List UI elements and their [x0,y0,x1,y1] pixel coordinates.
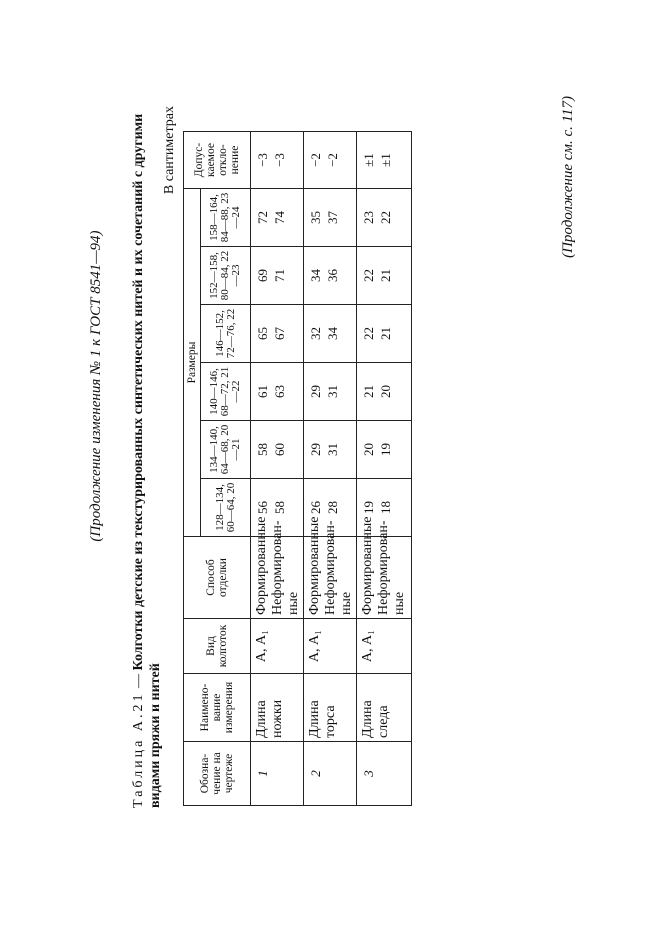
tolerance: −2 [308,153,323,167]
value: 19 [378,443,393,456]
value: 71 [272,269,287,282]
table-title: Колготки детские из текстурированных синтетических нитей и их сочетаний с другими видами пряжи и нитей [131,113,163,808]
value: 20 [361,443,376,456]
size-header: 134—140, 64—68, 20—21 [201,421,251,479]
value: 21 [378,269,393,282]
header-kind: Вид колготок [184,619,251,674]
value: 22 [361,269,376,282]
value: 21 [361,385,376,398]
value: 31 [325,385,340,398]
value: 69 [255,269,270,282]
value-cell [304,421,357,479]
table-caption [130,108,164,808]
kind-cell: А, А₁ [304,619,357,674]
value: 34 [308,269,323,282]
table-row [304,132,357,806]
value-cell [304,305,357,363]
value: 28 [325,501,340,514]
finish-formed: Формированные [307,516,322,615]
size-header: 146—152, 72—76, 22 [201,305,251,363]
value: 29 [308,443,323,456]
footer-note: (Продолжение см. с. 117) [560,96,576,258]
table-row [357,132,412,806]
tolerance: −3 [255,153,270,167]
tolerance-cell [251,132,304,189]
finish-formed: Формированные [360,516,375,615]
caption-dash: — [131,670,146,692]
value: 61 [255,385,270,398]
value-cell [251,247,304,305]
kind-cell: А, А₁ [357,619,412,674]
value: 67 [272,327,287,340]
value: 26 [308,501,323,514]
value-cell [251,363,304,421]
value: 58 [272,501,287,514]
value-cell [251,305,304,363]
tolerance-cell [304,132,357,189]
value: 63 [272,385,287,398]
value: 37 [325,211,340,224]
value: 21 [378,327,393,340]
tolerance-cell [357,132,412,189]
value: 29 [308,385,323,398]
table-row [251,132,304,806]
value-cell [357,189,412,247]
value: 74 [272,211,287,224]
value-cell [357,247,412,305]
finish-unformed: Неформирован-ные [323,520,354,615]
size-header: 140—146, 68—72, 21—22 [201,363,251,421]
size-header: 158—164, 84—88, 23—24 [201,189,251,247]
size-header: 152—158, 80—84, 22—23 [201,247,251,305]
finish-unformed: Неформирован-ные [270,520,301,615]
header-finish: Способ отделки [184,537,251,619]
value: 22 [378,211,393,224]
measure-cell: Длина торса [304,674,357,742]
finish-cell [304,516,357,619]
value: 18 [378,501,393,514]
header-tolerance: Допус-каемое откло-нение [184,132,251,189]
designation-cell: 3 [357,742,412,806]
value: 56 [255,501,270,514]
value: 65 [255,327,270,340]
finish-formed: Формированные [254,516,269,615]
tolerance: −3 [272,153,287,167]
value: 60 [272,443,287,456]
tolerance: −2 [325,153,340,167]
data-table [183,131,412,806]
finish-unformed: Неформирован-ные [376,520,407,615]
value-cell [251,421,304,479]
value: 23 [361,211,376,224]
header-note: (Продолжение изменения № 1 к ГОСТ 8541—94) [88,230,104,542]
tolerance: ±1 [378,153,393,167]
designation-cell: 2 [304,742,357,806]
value-cell [357,421,412,479]
value: 22 [361,327,376,340]
value-cell [357,363,412,421]
table-label: Таблица А.21 [131,691,146,808]
value-cell [357,305,412,363]
value: 36 [325,269,340,282]
value-cell [304,247,357,305]
tolerance: ±1 [361,153,376,167]
value: 35 [308,211,323,224]
value-cell [304,189,357,247]
value: 34 [325,327,340,340]
value: 58 [255,443,270,456]
value: 19 [361,501,376,514]
measure-cell: Длина следа [357,674,412,742]
value: 32 [308,327,323,340]
header-sizes: Размеры [184,189,201,537]
header-designation: Обозна-чение на чертеже [184,742,251,806]
value: 20 [378,385,393,398]
kind-cell: А, А₁ [251,619,304,674]
value: 31 [325,443,340,456]
finish-cell [357,516,412,619]
value: 72 [255,211,270,224]
units-label: В сантиметрах [162,106,177,195]
size-header: 128—134, 60—64, 20 [201,479,251,537]
header-measure-name: Наимено-вание измерения [184,674,251,742]
measure-cell: Длина ножки [251,674,304,742]
value-cell [251,189,304,247]
designation-cell: 1 [251,742,304,806]
finish-cell [251,516,304,619]
value-cell [304,363,357,421]
